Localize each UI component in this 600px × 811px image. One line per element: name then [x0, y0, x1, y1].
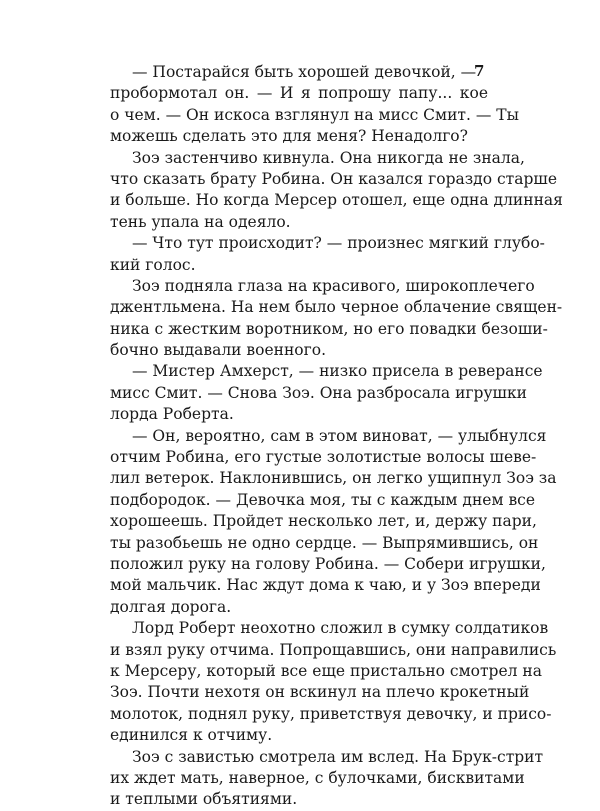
text-line: подбородок. — Девочка моя, ты с каждым днем все	[110, 490, 536, 509]
text-line: Зоэ с завистью смотрела им вслед. На Брук-стрит	[132, 747, 544, 766]
text-line: положил руку на голову Робина. — Собери игрушки,	[110, 554, 546, 573]
text-line: — Что тут происходит? — произнес мягкий глубо-	[132, 234, 545, 253]
text-line: пробормотал он. — И я попрошу папу... кое	[110, 84, 488, 103]
text-line: Зоэ застенчиво кивнула. Она никогда не знала,	[132, 148, 525, 167]
text-line: Зоэ подняла глаза на красивого, широкоплечего	[132, 276, 535, 295]
text-line: — Мистер Амхерст, — низко присела в реверансе	[132, 362, 543, 381]
text-line: кий голос.	[110, 255, 196, 274]
text-line: и теплыми объятиями.	[110, 790, 298, 809]
text-line: — Он, вероятно, сам в этом виноват, — улыбнулся	[132, 426, 547, 445]
text-line: тень упала на одеяло.	[110, 212, 291, 231]
text-line: бочно выдавали военного.	[110, 341, 327, 360]
text-line: Зоэ. Почти нехотя он вскинул на плечо крокетный	[110, 683, 530, 702]
text-line: долгая дорога.	[110, 597, 232, 616]
text-line: Лорд Роберт неохотно сложил в сумку солдатиков	[132, 619, 549, 638]
text-line: о чем. — Он искоса взглянул на мисс Смит. — Ты	[110, 105, 519, 124]
text-line: можешь сделать это для меня? Ненадолго?	[110, 127, 468, 146]
text-line: — Постарайся быть хорошей девочкой, —	[132, 63, 477, 81]
page-number: 7	[474, 62, 485, 80]
body-text	[110, 62, 563, 811]
text-line: и больше. Но когда Мерсер отошел, еще одна длинная	[110, 191, 563, 210]
text-line: мисс Смит. — Снова Зоэ. Она разбросала игрушки	[110, 383, 527, 402]
text-line: лил ветерок. Наклонившись, он легко ущипнул Зоэ за	[110, 469, 557, 488]
text-line: молоток, поднял руку, приветствуя девочку, и присо-	[110, 704, 552, 723]
text-line: хорошеешь. Пройдет несколько лет, и, держу пари,	[110, 512, 537, 531]
text-line: джентльмена. На нем было черное облачение священ-	[110, 298, 563, 317]
text-line: единился к отчиму.	[110, 726, 273, 745]
text-line: мой мальчик. Нас ждут дома к чаю, и у Зоэ впереди	[110, 576, 541, 595]
text-line: их ждет мать, наверное, с булочками, бисквитами	[110, 768, 525, 787]
text-line: к Мерсеру, который все еще пристально смотрел на	[110, 661, 543, 680]
text-line: лорда Роберта.	[110, 405, 234, 424]
text-line: что сказать брату Робина. Он казался гораздо старше	[110, 169, 557, 188]
text-line: отчим Робина, его густые золотистые волосы шеве-	[110, 448, 537, 467]
text-line: и взял руку отчима. Попрощавшись, они направились	[110, 640, 557, 659]
text-line: ника с жестким воротником, но его повадки безоши-	[110, 319, 548, 338]
text-line: ты разобьешь не одно сердце. — Выпрямившись, он	[110, 533, 539, 552]
